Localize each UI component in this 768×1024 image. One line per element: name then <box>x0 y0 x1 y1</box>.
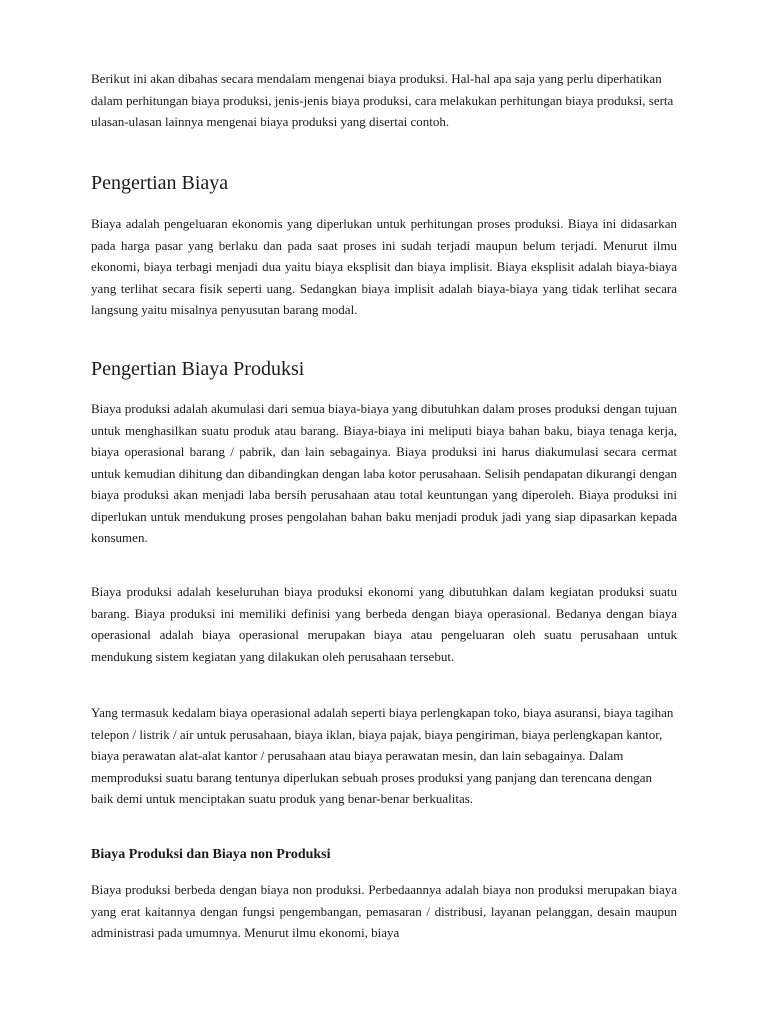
biaya-produksi-paragraph-2: Biaya produksi adalah keseluruhan biaya produksi ekonomi yang dibutuhkan dalam kegiatan produksi suatu barang. Biaya produksi ini memiliki definisi yang berbeda dengan biaya operasional. Bedanya dengan biaya operasional adalah biaya operasional merupakan biaya atau pengeluaran oleh suatu perusahaan untuk mendukung sistem kegiatan yang dilakukan oleh perusahaan tersebut. <box>91 584 677 664</box>
biaya-produksi-paragraph-1: Biaya produksi adalah akumulasi dari semua biaya-biaya yang dibutuhkan dalam proses produksi dengan tujuan untuk menghasilkan suatu produk atau barang. Biaya-biaya ini meliputi biaya bahan baku, biaya tenaga kerja, biaya operasional barang / pabrik, dan lain sebagainya. Biaya produksi ini harus diakumulasi secara cermat untuk kemudian dihitung dan dibandingkan dengan laba kotor perusahaan. Selisih pendapatan dikurangi dengan biaya produksi akan menjadi laba bersih perusahaan atau total keuntungan yang diperoleh. Biaya produksi ini diperlukan untuk mendukung proses pengolahan bahan baku menjadi produk jadi yang siap dipasarkan kepada konsumen. <box>91 401 677 545</box>
biaya-operasional-paragraph: Yang termasuk kedalam biaya operasional adalah seperti biaya perlengkapan toko, biaya asuransi, biaya tagihan telepon / listrik / air untuk perusahaan, biaya iklan, biaya pajak, biaya pengiriman, biaya perlengkapan kantor, biaya perawatan alat-alat kantor / perusahaan atau biaya perawatan mesin, dan lain sebagainya. Dalam memproduksi suatu barang tentunya diperlukan sebuah proses produksi yang panjang dan terencana dengan baik demi untuk menciptakan suatu produk yang benar-benar berkualitas. <box>91 705 674 806</box>
intro-paragraph: Berikut ini akan dibahas secara mendalam mengenai biaya produksi. Hal-hal apa saja yang perlu diperhatikan dalam perhitungan biaya produksi, jenis-jenis biaya produksi, cara melakukan perhitungan biaya produksi, serta ulasan-ulasan lainnya mengenai biaya produksi yang disertai contoh. <box>91 71 674 129</box>
section-heading-pengertian-biaya: Pengertian Biaya <box>91 172 229 194</box>
section-heading-biaya-produksi-non-produksi: Biaya Produksi dan Biaya non Produksi <box>91 847 331 862</box>
pengertian-biaya-paragraph: Biaya adalah pengeluaran ekonomis yang diperlukan untuk perhitungan proses produksi. Biaya ini didasarkan pada harga pasar yang berlaku dan pada saat proses ini sudah terjadi maupun belum terjadi. Menurut ilmu ekonomi, biaya terbagi menjadi dua yaitu biaya eksplisit dan biaya implisit. Biaya eksplisit adalah biaya-biaya yang terlihat secara fisik seperti uang. Sedangkan biaya implisit adalah biaya-biaya yang tidak terlihat secara langsung yaitu misalnya penyusutan barang modal. <box>91 216 677 317</box>
section-heading-pengertian-biaya-produksi: Pengertian Biaya Produksi <box>91 358 305 380</box>
biaya-non-produksi-paragraph: Biaya produksi berbeda dengan biaya non produksi. Perbedaannya adalah biaya non produksi merupakan biaya yang erat kaitannya dengan fungsi pengembangan, pemasaran / distribusi, layanan pelanggan, desain maupun administrasi pada umumnya. Menurut ilmu ekonomi, biaya <box>91 882 677 940</box>
